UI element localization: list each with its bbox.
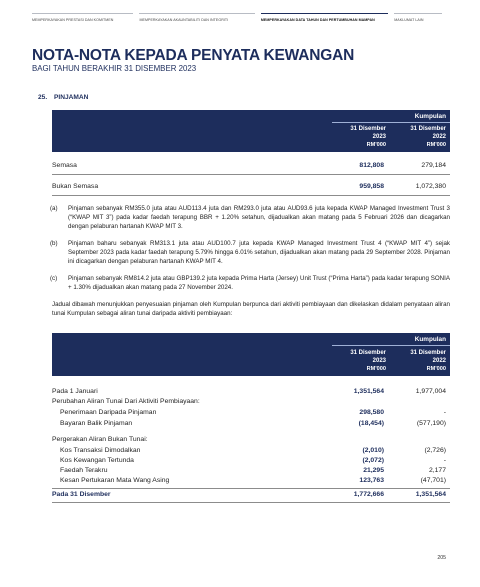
- page-number: 205: [437, 555, 446, 561]
- row-label: Kos Kewangan Tertunda: [60, 457, 134, 464]
- value-2023: (2,072): [362, 457, 384, 464]
- value-2023: (2,010): [362, 447, 384, 454]
- page-subtitle: BAGI TAHUN BERAKHIR 31 DISEMBER 2023: [32, 64, 197, 73]
- nav-tab-data-tahun[interactable]: MEMPERKAYAKAN DATA TAHUN DAN PERTUMBUHAN MAMPAN: [261, 13, 388, 22]
- value-2022: -: [443, 457, 446, 464]
- table2-subheading: [52, 436, 450, 446]
- page-title: NOTA-NOTA KEPADA PENYATA KEWANGAN: [32, 47, 355, 64]
- table2-group-label: Kumpulan: [414, 336, 446, 343]
- value-2022: (47,701): [420, 477, 446, 484]
- table2-col-2022: 31 Disember 2022 RM'000: [410, 350, 446, 373]
- nav-tab-akauntabiliti[interactable]: MEMPERKAYAKAN AKAUNTABILITI DAN INTEGRITI: [139, 13, 254, 22]
- table2-row: [52, 420, 450, 430]
- note-a: (a) Pinjaman sebanyak RM355.0 juta atau AUD113.4 juta dan RM293.0 juta atau AUD93.6 juta kepada KWAP Managed Investment Trust 3 (“KWAP MIT 3”) pada kadar faedah terapung BBR + 1.20% setahun, dijadualkan akan matang pada 5 Februari 2026 dan dicagarkan dengan pelaburan hartanah KWAP MIT 3.: [50, 205, 450, 230]
- value-2022: -: [443, 409, 446, 416]
- table2-subheading: [52, 398, 450, 408]
- row-label: Penerimaan Daripada Pinjaman: [60, 409, 157, 416]
- table1-row: [52, 183, 450, 193]
- row-label: Pada 31 Disember: [52, 491, 111, 498]
- table2-row: [52, 388, 450, 398]
- row-label: Pergerakan Aliran Bukan Tunai:: [52, 436, 148, 443]
- note-b: (b) Pinjaman baharu sebanyak RM313.1 juta atau AUD100.7 juta kepada KWAP Managed Investment Trust 4 (“KWAP MIT 4”) sejak September 2023 pada kadar faedah terapung 5.79% hingga 6.01% setahun, dijadualkan akan matang pada 29 September 2028. Pinjaman ini dicagarkan dengan pelaburan hartanah KWAP MIT 4.: [50, 240, 450, 265]
- value-2022: 2,177: [428, 467, 446, 474]
- table1-row: [52, 162, 450, 172]
- table2-row: [52, 477, 450, 487]
- value-2023: 812,808: [359, 162, 384, 169]
- value-2023: 21,295: [363, 467, 384, 474]
- table-divider: [52, 502, 450, 503]
- value-2022: 1,072,380: [415, 183, 446, 190]
- value-2023: (18,454): [358, 420, 384, 427]
- table2-total-row: [52, 491, 450, 501]
- row-label: Kesan Pertukaran Mata Wang Asing: [60, 477, 170, 484]
- table-divider: [52, 174, 450, 175]
- section-title: PINJAMAN: [54, 94, 89, 101]
- table1-header-rule: [332, 122, 450, 123]
- table2-row: [52, 457, 450, 467]
- value-2022: 279,184: [421, 162, 446, 169]
- row-label: Perubahan Aliran Tunai Dari Aktiviti Pembiayaan:: [52, 398, 200, 405]
- table2-row: [52, 467, 450, 477]
- table1-col-2023: 31 Disember 2023 RM'000: [350, 126, 386, 149]
- section-heading: [38, 94, 88, 101]
- value-2023: 959,858: [359, 183, 384, 190]
- row-label: Semasa: [52, 162, 77, 169]
- value-2023: 1,772,666: [353, 491, 384, 498]
- value-2022: 1,351,564: [415, 491, 446, 498]
- intro-paragraph: Jadual dibawah menunjukkan penyesuaian pinjaman oleh Kumpulan berpunca dari aktiviti pembiayaan dan dikelaskan didalam penyataan aliran tunai Kumpulan sebagai aliran tunai daripada aktiviti pembiayaan:: [52, 301, 450, 317]
- row-label: Kos Transaksi Dimodalkan: [60, 447, 141, 454]
- note-c: (c) Pinjaman sebanyak RM814.2 juta atau GBP139.2 juta kepada Prima Harta (Jersey) Unit Trust (“Prima Harta”) pada kadar terapung SONIA + 1.30% dijadualkan akan matang pada 27 November 2024.: [50, 275, 450, 291]
- value-2022: 1,977,004: [415, 388, 446, 395]
- value-2023: 123,763: [359, 477, 384, 484]
- table2-col-2023: 31 Disember 2023 RM'000: [350, 350, 386, 373]
- row-label: Bayaran Balik Pinjaman: [60, 420, 133, 427]
- table2-row: [52, 409, 450, 419]
- table1-header: [52, 110, 450, 152]
- nav-tab-prestasi[interactable]: MEMPERKAYAKAN PRESTASI DAN KOMITMEN: [32, 13, 133, 22]
- table2-row: [52, 447, 450, 457]
- top-nav: [32, 13, 448, 22]
- table2-header: [52, 333, 450, 376]
- value-2022: (2,726): [424, 447, 446, 454]
- row-label: Bukan Semasa: [52, 183, 99, 190]
- table1-col-2022: 31 Disember 2022 RM'000: [410, 126, 446, 149]
- table-divider: [52, 488, 450, 489]
- value-2023: 1,351,564: [353, 388, 384, 395]
- table1-group-label: Kumpulan: [414, 113, 446, 120]
- table-divider: [52, 195, 450, 196]
- row-label: Pada 1 Januari: [52, 388, 98, 395]
- table2-header-rule: [332, 345, 450, 346]
- value-2023: 298,580: [359, 409, 384, 416]
- section-number: 25.: [38, 94, 48, 101]
- row-label: Faedah Terakru: [60, 467, 108, 474]
- value-2022: (577,190): [416, 420, 446, 427]
- nav-tab-maklumat-lain[interactable]: MAKLUMAT LAIN: [394, 13, 442, 22]
